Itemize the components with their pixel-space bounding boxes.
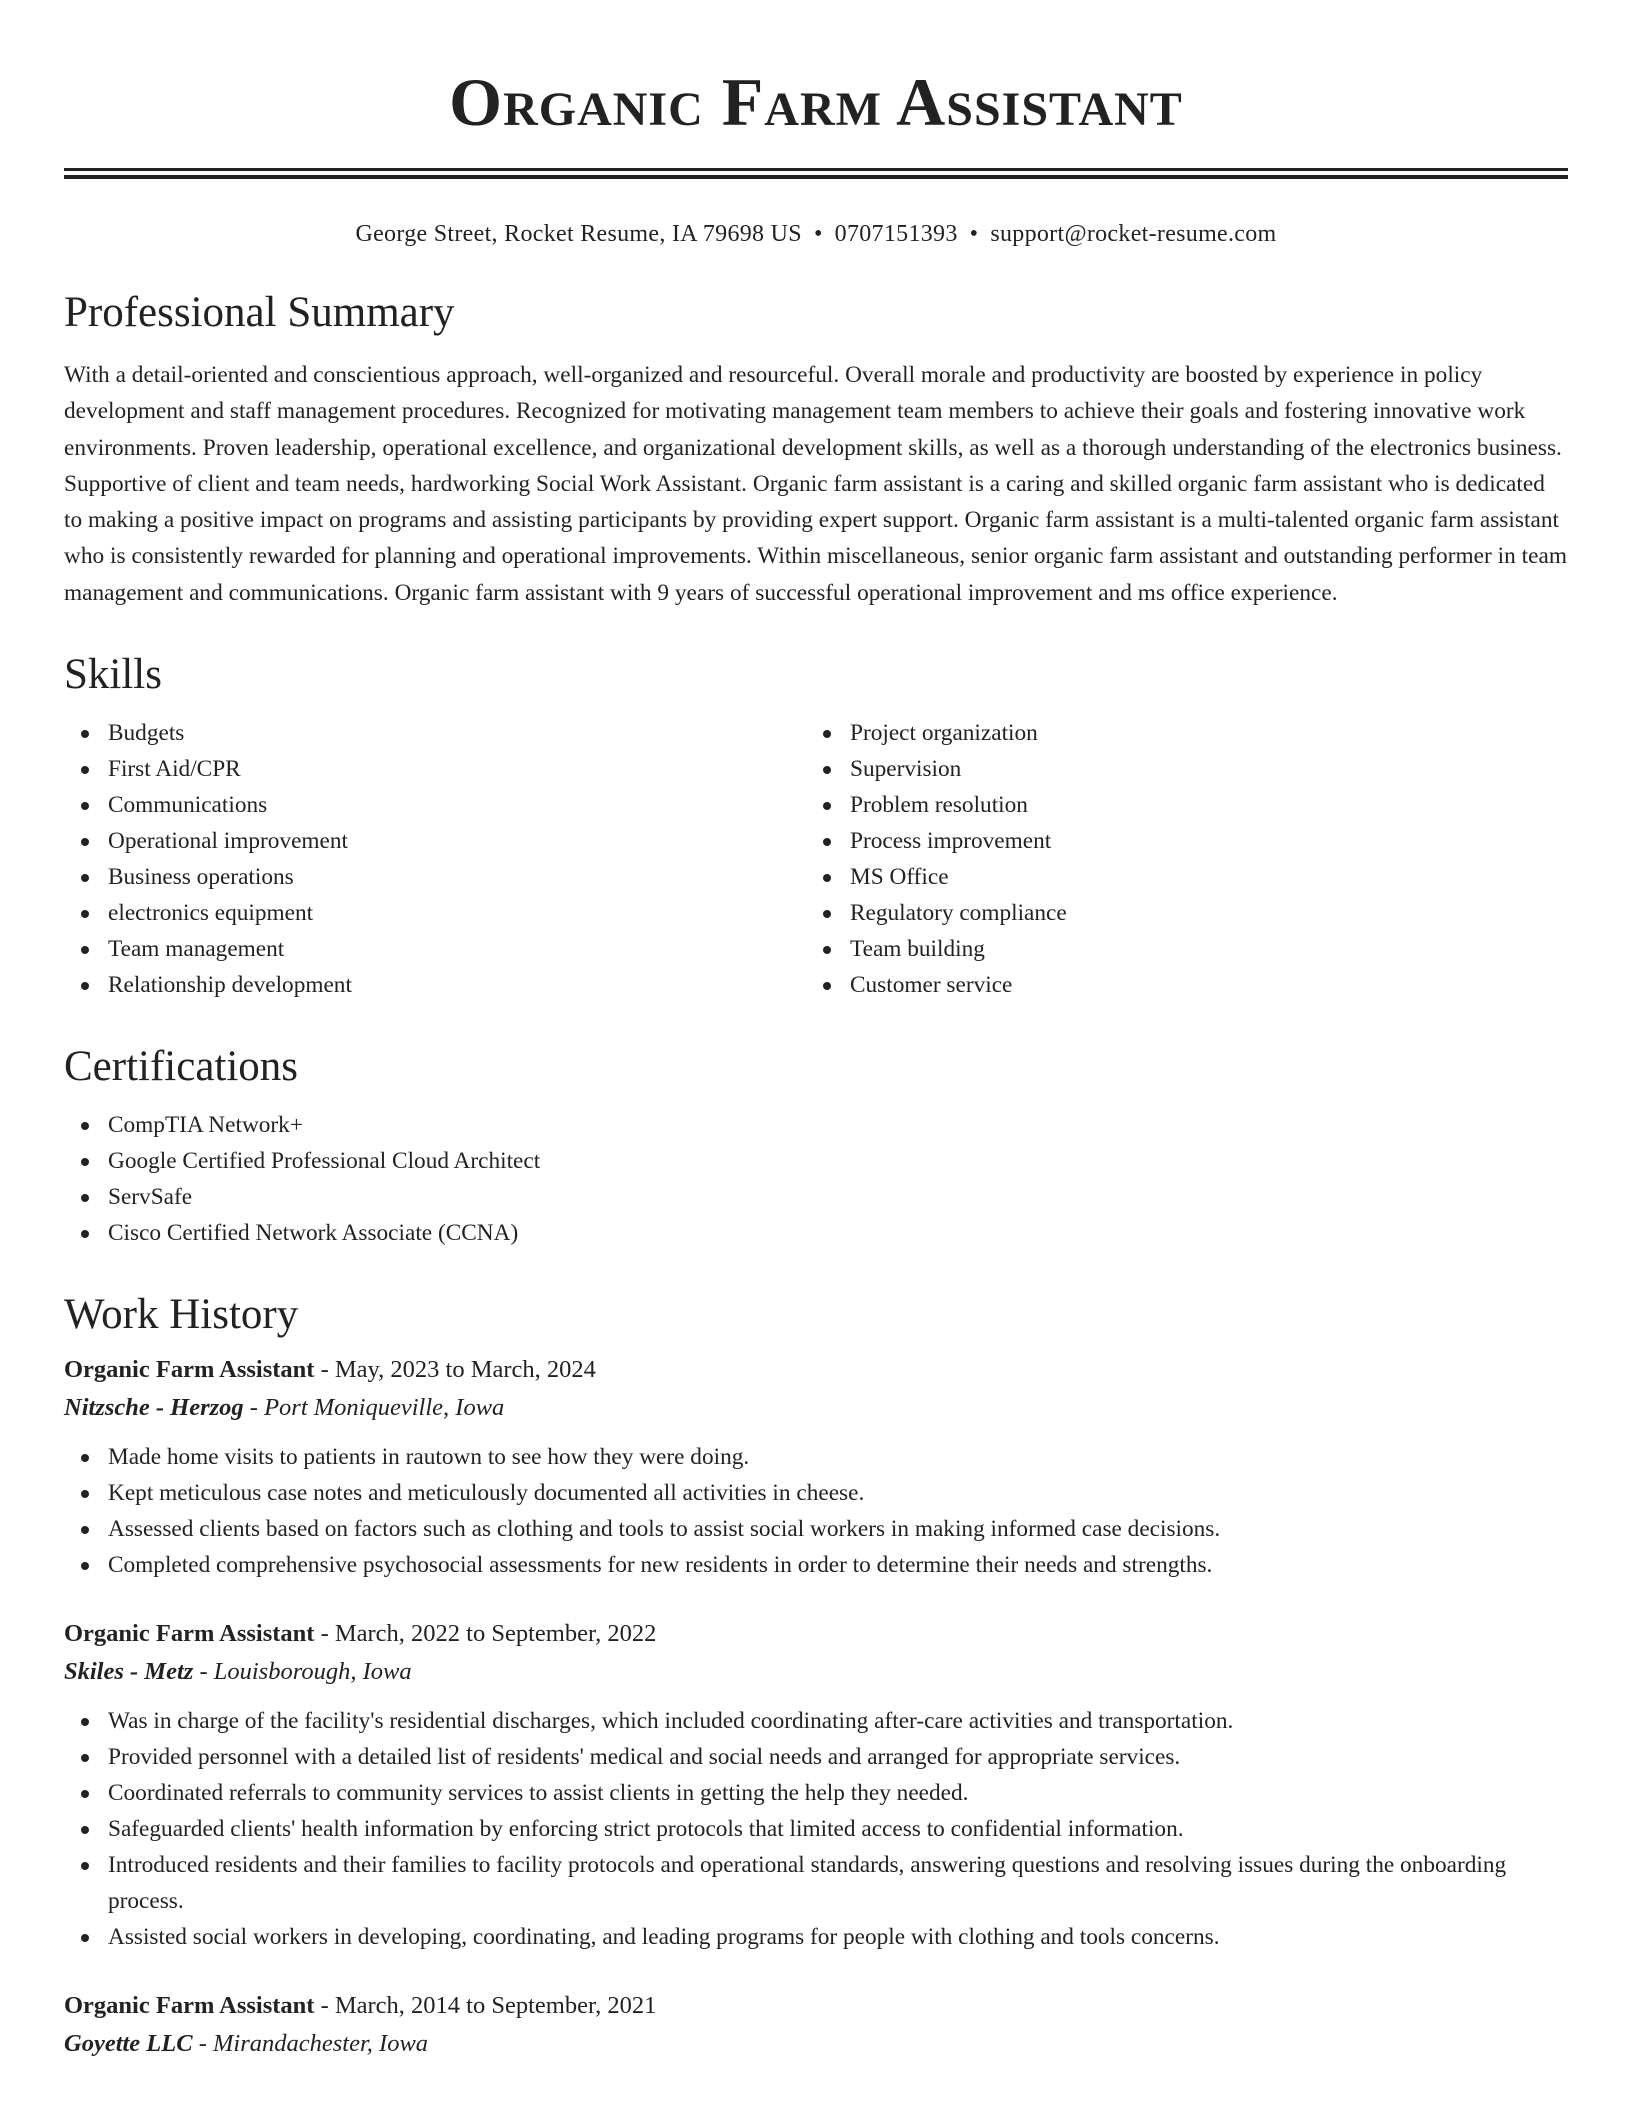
work-history-heading: Work History: [64, 1291, 299, 1339]
job-dates: May, 2023 to March, 2024: [334, 1356, 596, 1384]
job-title: Organic Farm Assistant: [64, 1620, 315, 1648]
job-title-line: Organic Farm Assistant - May, 2023 to March, 2024: [64, 1356, 596, 1384]
skill-item: Budgets: [64, 715, 806, 751]
job-entry: [64, 1987, 1568, 2063]
contact-phone: 0707151393: [834, 221, 958, 247]
job-bullet: Provided personnel with a detailed list of residents' medical and social needs and arranged for appropriate services.: [64, 1739, 1568, 1775]
job-location: Louisborough, Iowa: [213, 1658, 412, 1686]
skill-item: Operational improvement: [64, 823, 806, 859]
header-divider: [64, 168, 1568, 179]
skill-item: Project organization: [806, 715, 1548, 751]
job-bullet: Safeguarded clients' health information by enforcing strict protocols that limited access to confidential information.: [64, 1811, 1568, 1847]
resume-name: Organic Farm Assistant: [449, 64, 1183, 140]
job-bullet: Completed comprehensive psychosocial assessments for new residents in order to determine their needs and strengths.: [64, 1547, 1568, 1583]
skills-heading: Skills: [64, 651, 162, 699]
job-bullet: Kept meticulous case notes and meticulously documented all activities in cheese.: [64, 1475, 1568, 1511]
job-company-line: Goyette LLC - Mirandachester, Iowa: [64, 2030, 429, 2058]
summary-heading: Professional Summary: [64, 289, 455, 336]
job-bullet: Was in charge of the facility's residential discharges, which included coordinating after-care activities and transportation.: [64, 1703, 1568, 1739]
skill-item: Communications: [64, 787, 806, 823]
skill-item: Team management: [64, 931, 806, 967]
job-bullet: Made home visits to patients in rautown to see how they were doing.: [64, 1439, 1568, 1475]
job-bullets: [64, 1439, 1568, 1583]
certification-item: CompTIA Network+: [64, 1107, 1568, 1143]
job-bullet: Coordinated referrals to community services to assist clients in getting the help they needed.: [64, 1775, 1568, 1811]
skill-item: Customer service: [806, 967, 1548, 1003]
skill-item: electronics equipment: [64, 895, 806, 931]
job-title-line: Organic Farm Assistant - March, 2022 to September, 2022: [64, 1620, 657, 1648]
skill-item: Process improvement: [806, 823, 1548, 859]
contact-line: [64, 219, 1568, 249]
contact-separator: •: [969, 221, 979, 247]
job-company: Skiles - Metz: [64, 1658, 194, 1686]
job-entry: [64, 1351, 1568, 1583]
summary-text: With a detail-oriented and conscientious approach, well-organized and resourceful. Overall morale and productivity are boosted by experience in policy development and staff management procedures. Recognized for motivating management team members to achieve their goals and fostering innovative work environments. Proven leadership, operational excellence, and organizational development skills, as well as a thorough understanding of the electronics business. Supportive of client and team needs, hardworking Social Work Assistant. Organic farm assistant is a caring and skilled organic farm assistant who is dedicated to making a positive impact on programs and assisting participants by providing expert support. Organic farm assistant is a multi-talented organic farm assistant who is consistently rewarded for planning and operational improvements. Within miscellaneous, senior organic farm assistant and outstanding performer in team management and communications. Organic farm assistant with 9 years of successful operational improvement and ms office experience.: [64, 362, 1567, 606]
skills-list-left: [64, 715, 806, 1003]
skill-item: First Aid/CPR: [64, 751, 806, 787]
job-bullet: Introduced residents and their families to facility protocols and operational standards, answering questions and resolving issues during the onboarding process.: [64, 1847, 1568, 1919]
skill-item: Business operations: [64, 859, 806, 895]
job-location: Mirandachester, Iowa: [213, 2030, 429, 2058]
job-company: Goyette LLC: [64, 2030, 193, 2058]
certification-item: Google Certified Professional Cloud Architect: [64, 1143, 1568, 1179]
skill-item: MS Office: [806, 859, 1548, 895]
job-entry: [64, 1615, 1568, 1955]
job-bullet: Assessed clients based on factors such as clothing and tools to assist social workers in making informed case decisions.: [64, 1511, 1568, 1547]
job-bullets: [64, 1703, 1568, 1955]
job-dates: March, 2022 to September, 2022: [334, 1620, 657, 1648]
certification-item: ServSafe: [64, 1179, 1568, 1215]
job-location: Port Moniqueville, Iowa: [264, 1394, 505, 1422]
job-bullet: Assisted social workers in developing, coordinating, and leading programs for people with clothing and tools concerns.: [64, 1919, 1568, 1955]
skill-item: Relationship development: [64, 967, 806, 1003]
skills-list-right: [806, 715, 1548, 1003]
skill-item: Supervision: [806, 751, 1548, 787]
skills-grid: [64, 715, 1568, 1003]
job-company-line: Skiles - Metz - Louisborough, Iowa: [64, 1658, 412, 1686]
job-dates: March, 2014 to September, 2021: [334, 1992, 657, 2020]
job-company-line: Nitzsche - Herzog - Port Moniqueville, Iowa: [64, 1394, 505, 1422]
certification-item: Cisco Certified Network Associate (CCNA): [64, 1215, 1568, 1251]
job-title-line: Organic Farm Assistant - March, 2014 to September, 2021: [64, 1992, 657, 2020]
job-title: Organic Farm Assistant: [64, 1992, 315, 2020]
skill-item: Team building: [806, 931, 1548, 967]
contact-email: support@rocket-resume.com: [990, 221, 1277, 247]
contact-separator: •: [813, 221, 823, 247]
certifications-heading: Certifications: [64, 1043, 299, 1091]
contact-address: George Street, Rocket Resume, IA 79698 US: [355, 221, 802, 247]
skill-item: Regulatory compliance: [806, 895, 1548, 931]
job-title: Organic Farm Assistant: [64, 1356, 315, 1384]
certifications-list: [64, 1107, 1568, 1251]
job-company: Nitzsche - Herzog: [64, 1394, 244, 1422]
skill-item: Problem resolution: [806, 787, 1548, 823]
